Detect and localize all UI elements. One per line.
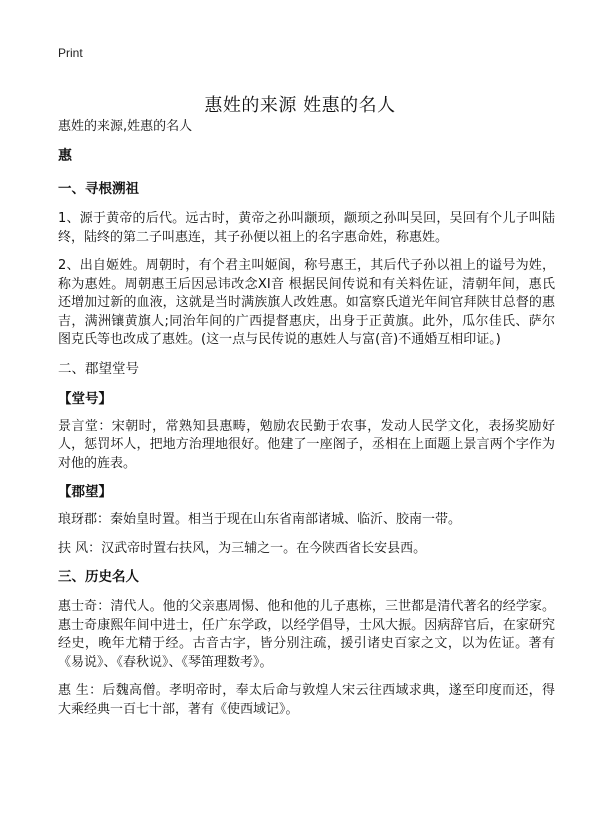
section-heading-hall: 二、郡望堂号 [58, 360, 139, 377]
section-heading-origin: 一、寻根溯祖 [58, 181, 139, 197]
notable-paragraph-1: 惠士奇：清代人。他的父亲惠周惕、他和他的儿子惠栋，三世都是清代著名的经学家。惠士奇康熙年间中进士，任广东学政，以经学倡导，士风大振。因病辞官后，在家研究经史，晚年尤精于经。古音古字，皆分别注疏，援引诸史百家之文，以为佐证。著有《易说》、《春秋说》、《琴笛理数考》。 [58, 599, 555, 670]
print-link[interactable]: Print [58, 46, 83, 60]
origin-paragraph-1: 1、源于黄帝的后代。远古时，黄帝之孙叫颛顼，颛顼之孙叫吴回，吴回有个儿子叫陆终，陆终的第二子叫惠连，其子孙便以祖上的名字惠命姓，称惠姓。 [58, 211, 555, 245]
page-title: 惠姓的来源 姓惠的名人 [204, 95, 396, 117]
hall-name-paragraph: 景言堂：宋朝时，常熟知县惠畴，勉励农民勤于农事，发动人民学文化，表扬奖励好人，惩罚坏人，把地方治理地很好。他建了一座阁子，丞相在上面题上景言两个字作为对他的旌表。 [58, 418, 555, 471]
origin-paragraph-2: 2、出自姬姓。周朝时，有个君主叫姬阆，称号惠王，其后代子孙以祖上的谥号为姓，称为惠姓。周朝惠王后因忌讳改念XI音 根据民间传说和有关料佐证，清朝年间，惠氏还增加过新的血液，这就是当时满族旗人改姓惠。如富察氏道光年间官拜陕甘总督的惠吉，满洲镶黄旗人;同治年间的广西提督惠庆，出身于正黄旗。此外，瓜尔佳氏、萨尔图克氏等也改成了惠姓。(这一点与民传说的惠姓人与富(音)不通婚互相印证。) [58, 258, 555, 347]
prefecture-paragraph-1: 琅玡郡：秦始皇时置。相当于现在山东省南部诸城、临沂、胶南一带。 [58, 512, 462, 527]
notable-paragraph-2: 惠 生：后魏高僧。孝明帝时，奉太后命与敦煌人宋云往西域求典，遂至印度而还，得大乘经典一百七十部，著有《使西域记》。 [58, 683, 555, 717]
surname-heading: 惠 [58, 148, 72, 164]
section-heading-notables: 三、历史名人 [58, 569, 139, 585]
article-body [58, 118, 555, 729]
hall-name-heading: 【堂号】 [58, 390, 112, 407]
prefecture-heading: 【郡望】 [58, 484, 112, 500]
article-subtitle: 惠姓的来源,姓惠的名人 [58, 119, 193, 134]
prefecture-paragraph-2: 扶 风：汉武帝时置右扶风，为三辅之一。在今陕西省长安县西。 [58, 540, 427, 556]
